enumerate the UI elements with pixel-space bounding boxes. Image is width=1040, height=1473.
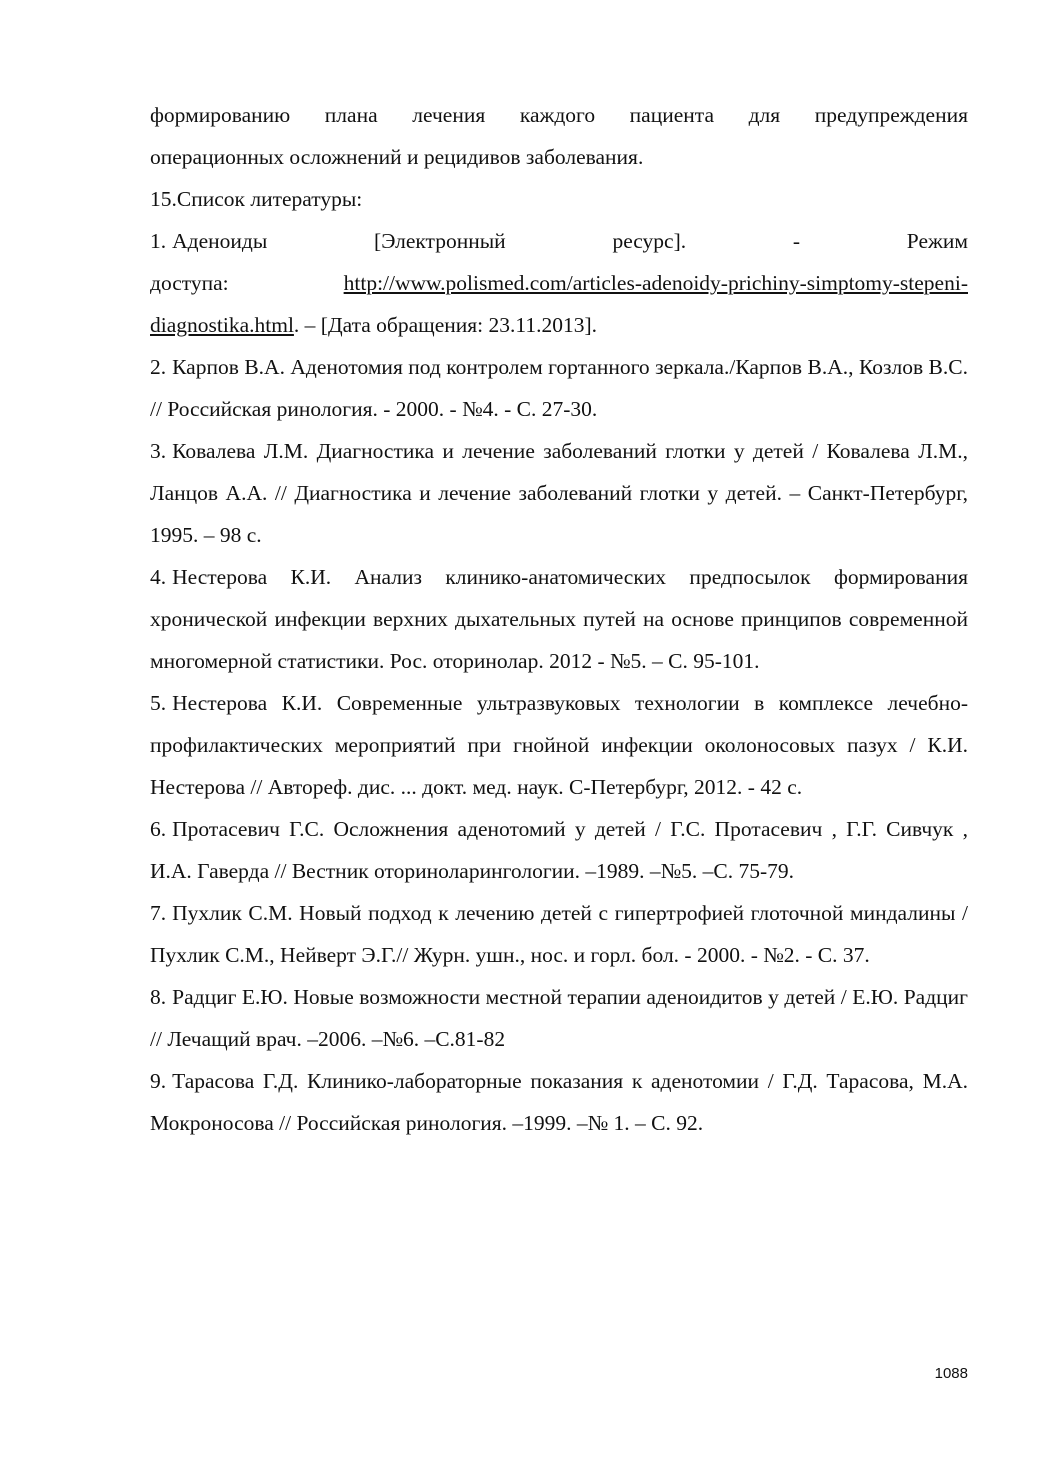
reference-item-9 [150, 1060, 968, 1144]
reference-item-3 [150, 430, 968, 556]
reference-number: 1. [150, 229, 167, 253]
reference-number: 7. [150, 901, 167, 925]
intro-line-1: формированию плана лечения каждого пациента для предупреждения [150, 103, 968, 127]
reference-number: 9. [150, 1069, 167, 1093]
reference-item-1 [150, 220, 968, 346]
references-heading: 15.Список литературы: [150, 187, 363, 211]
reference-url-link[interactable]: http://www.polismed.com/articles-adenoidy-prichiny-simptomy-stepeni-diagnostika.html [150, 271, 968, 337]
reference-number: 3. [150, 439, 167, 463]
intro-line-2: операционных осложнений и рецидивов заболевания. [150, 145, 644, 169]
reference-text: Протасевич Г.С. Осложнения аденотомий у детей / Г.С. Протасевич , Г.Г. Сивчук , И.А. Гаверда // Вестник оториноларингологии. –1989. –№5. –С. 75-79. [150, 817, 968, 883]
page-number: 1088 [934, 1365, 968, 1382]
reference-access-prefix: доступа: [150, 271, 344, 295]
reference-number: 5. [150, 691, 167, 715]
reference-number: 6. [150, 817, 167, 841]
reference-item-8 [150, 976, 968, 1060]
document-page [150, 94, 968, 1144]
reference-item-6 [150, 808, 968, 892]
reference-text: Радциг Е.Ю. Новые возможности местной терапии аденоидитов у детей / Е.Ю. Радциг // Лечащий врач. –2006. –№6. –С.81-82 [150, 985, 968, 1051]
reference-text: Карпов В.А. Аденотомия под контролем гортанного зеркала./Карпов В.А., Козлов В.С. // Российская ринология. - 2000. - №4. - С. 27-30. [150, 355, 968, 421]
reference-item-7 [150, 892, 968, 976]
reference-access-date: . – [Дата обращения: 23.11.2013]. [293, 313, 598, 337]
reference-text: Нестерова К.И. Современные ультразвуковых технологии в комплексе лечебно-профилактических мероприятий при гнойной инфекции околоносовых пазух / К.И. Нестерова // Автореф. дис. ... докт. мед. наук. С-Петербург, 2012. - 42 с. [150, 691, 968, 799]
reference-item-4 [150, 556, 968, 682]
reference-text: Нестерова К.И. Анализ клинико-анатомических предпосылок формирования хронической инфекции верхних дыхательных путей на основе принципов современной многомерной статистики. Рос. оторинолар. 2012 - №5. – С. 95-101. [150, 565, 968, 673]
reference-title: Аденоиды [Электронный ресурс]. - Режим [172, 229, 968, 253]
reference-number: 2. [150, 355, 167, 379]
reference-text: Пухлик С.М. Новый подход к лечению детей с гипертрофией глоточной миндалины / Пухлик С.М., Нейверт Э.Г.// Журн. ушн., нос. и горл. бол. - 2000. - №2. - С. 37. [150, 901, 968, 967]
reference-item-5 [150, 682, 968, 808]
reference-text: Ковалева Л.М. Диагностика и лечение заболеваний глотки у детей / Ковалева Л.М., Ланцов А.А. // Диагностика и лечение заболеваний глотки у детей. – Санкт-Петербург, 1995. – 98 с. [150, 439, 968, 547]
reference-text: Тарасова Г.Д. Клинико-лабораторные показания к аденотомии / Г.Д. Тарасова, М.А. Мокроносова // Российская ринология. –1999. –№ 1. – С. 92. [150, 1069, 968, 1135]
reference-item-2 [150, 346, 968, 430]
reference-number: 8. [150, 985, 167, 1009]
reference-number: 4. [150, 565, 167, 589]
